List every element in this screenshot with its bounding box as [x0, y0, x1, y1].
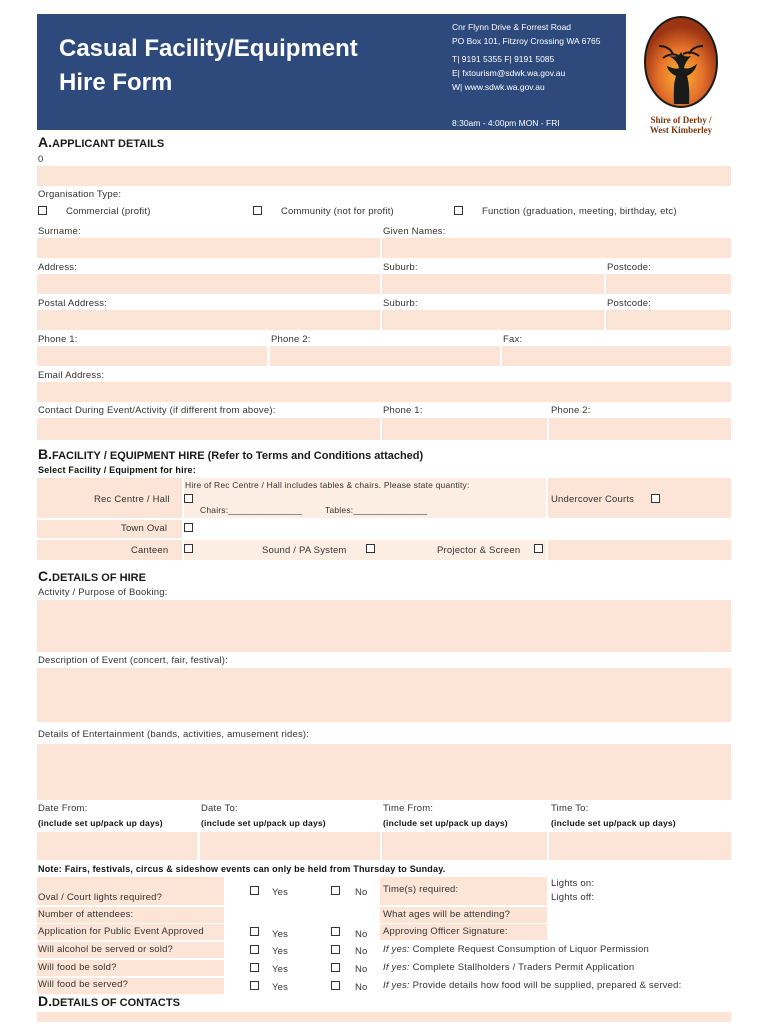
food-sold-if-yes: If yes: Complete Stallholders / Traders Permit Application	[383, 962, 635, 973]
description-label: Description of Event (concert, fair, festival):	[38, 655, 228, 666]
commercial-checkbox[interactable]	[38, 206, 47, 215]
town-oval-label: Town Oval	[121, 523, 168, 534]
undercover-label: Undercover Courts	[551, 494, 635, 505]
rec-centre-label: Rec Centre / Hall	[94, 494, 170, 505]
address-field[interactable]	[37, 274, 380, 294]
phone1-field[interactable]	[37, 346, 267, 366]
surname-label: Surname:	[38, 226, 81, 237]
org-type-label: Organisation Type:	[38, 189, 122, 200]
public-event-no-checkbox[interactable]	[331, 927, 340, 936]
oval-lights-no-label: No	[355, 887, 368, 898]
oval-lights-label: Oval / Court lights required?	[38, 892, 163, 903]
fax-label: Fax:	[503, 334, 523, 345]
canteen-label: Canteen	[131, 545, 169, 556]
address-label: Address:	[38, 262, 78, 273]
time-to-note: (include set up/pack up days)	[551, 818, 676, 828]
attendees-label: Number of attendees:	[38, 909, 134, 920]
contact-during-field[interactable]	[37, 418, 380, 440]
activity-field[interactable]	[37, 600, 731, 652]
given-names-label: Given Names:	[383, 226, 446, 237]
contacts-field[interactable]	[37, 1012, 731, 1022]
food-served-no-label: No	[355, 982, 368, 993]
date-from-label: Date From:	[38, 803, 88, 814]
entertainment-field[interactable]	[37, 744, 731, 800]
web-line: W| www.sdwk.wa.gov.au	[452, 82, 545, 92]
town-oval-checkbox[interactable]	[184, 523, 193, 532]
hire-days-note: Note: Fairs, festivals, circus & sideshow events can only be held from Thursday to Sunday.	[38, 864, 446, 874]
address-line2: PO Box 101, Fitzroy Crossing WA 6765	[452, 36, 601, 46]
suburb-label: Suburb:	[383, 262, 418, 273]
community-label: Community (not for profit)	[281, 206, 394, 217]
postal-postcode-field[interactable]	[606, 310, 731, 330]
projector-label: Projector & Screen	[437, 545, 521, 556]
select-facility-label: Select Facility / Equipment for hire:	[38, 465, 196, 475]
logo-text	[643, 115, 719, 135]
boab-tree-icon	[643, 16, 719, 108]
food-sold-no-checkbox[interactable]	[331, 963, 340, 972]
oval-lights-yes-checkbox[interactable]	[250, 886, 259, 895]
community-checkbox[interactable]	[253, 206, 262, 215]
address-line1: Cnr Flynn Drive & Forrest Road	[452, 22, 572, 32]
entertainment-label: Details of Entertainment (bands, activities, amusement rides):	[38, 729, 310, 740]
public-event-yes-label: Yes	[272, 929, 289, 940]
surname-field[interactable]	[37, 238, 380, 258]
sound-checkbox[interactable]	[366, 544, 375, 553]
postal-postcode-label: Postcode:	[607, 298, 652, 309]
date-from-field[interactable]	[37, 832, 197, 860]
time-from-label: Time From:	[383, 803, 434, 814]
public-event-no-label: No	[355, 929, 368, 940]
time-from-note: (include set up/pack up days)	[383, 818, 508, 828]
shire-logo	[643, 16, 719, 135]
email-field[interactable]	[37, 382, 731, 402]
suburb-field[interactable]	[382, 274, 604, 294]
hire-note: Hire of Rec Centre / Hall includes tables & chairs. Please state quantity:	[185, 480, 470, 490]
contact-phone2-label: Phone 2:	[551, 405, 591, 416]
logo-text-line1: Shire of Derby /	[650, 115, 712, 125]
function-checkbox[interactable]	[454, 206, 463, 215]
phone1-label: Phone 1:	[38, 334, 78, 345]
postal-address-label: Postal Address:	[38, 298, 108, 309]
contact-phone1-label: Phone 1:	[383, 405, 423, 416]
projector-checkbox[interactable]	[534, 544, 543, 553]
food-sold-no-label: No	[355, 964, 368, 975]
public-event-yes-checkbox[interactable]	[250, 927, 259, 936]
oval-lights-yes-label: Yes	[272, 887, 289, 898]
fax-field[interactable]	[502, 346, 731, 366]
section-b-heading: B.FACILITY / EQUIPMENT HIRE (Refer to Terms and Conditions attached)	[38, 446, 424, 462]
time-to-label: Time To:	[551, 803, 589, 814]
contact-block	[452, 20, 601, 130]
section-c-heading: C.DETAILS OF HIRE	[38, 568, 146, 584]
food-sold-label: Will food be sold?	[38, 962, 117, 973]
food-served-yes-label: Yes	[272, 982, 289, 993]
canteen-checkbox[interactable]	[184, 544, 193, 553]
given-names-field[interactable]	[382, 238, 731, 258]
oval-lights-no-checkbox[interactable]	[331, 886, 340, 895]
postcode-field[interactable]	[606, 274, 731, 294]
alcohol-no-label: No	[355, 946, 368, 957]
public-event-label: Application for Public Event Approved	[38, 926, 204, 937]
tables-input[interactable]: Tables:_______________	[325, 505, 428, 515]
ages-label: What ages will be attending?	[383, 909, 511, 920]
email-label: Email Address:	[38, 370, 105, 381]
date-to-note: (include set up/pack up days)	[201, 818, 326, 828]
lights-on-label: Lights on:	[551, 878, 595, 889]
food-sold-yes-checkbox[interactable]	[250, 963, 259, 972]
postcode-label: Postcode:	[607, 262, 652, 273]
section-d-heading: D.DETAILS OF CONTACTS	[38, 993, 180, 1009]
postal-suburb-label: Suburb:	[383, 298, 418, 309]
applicant-name-field[interactable]	[37, 166, 731, 186]
email-line: E| fxtourism@sdwk.wa.gov.au	[452, 68, 566, 78]
food-served-no-checkbox[interactable]	[331, 981, 340, 990]
officer-sig-label: Approving Officer Signature:	[383, 926, 508, 937]
alcohol-label: Will alcohol be served or sold?	[38, 944, 174, 955]
alcohol-yes-checkbox[interactable]	[250, 945, 259, 954]
office-hours: 8:30am - 4:00pm MON - FRI	[452, 118, 560, 128]
contact-phone1-field[interactable]	[382, 418, 547, 440]
blank-cell	[548, 540, 731, 560]
lights-off-label: Lights off:	[551, 892, 595, 903]
contact-phone2-field[interactable]	[549, 418, 731, 440]
section-a-heading: A.APPLICANT DETAILS	[38, 134, 165, 150]
alcohol-if-yes: If yes: Complete Request Consumption of Liquor Permission	[383, 944, 649, 955]
phone2-field[interactable]	[270, 346, 500, 366]
food-served-label: Will food be served?	[38, 979, 129, 990]
postal-suburb-field[interactable]	[382, 310, 604, 330]
postal-address-field[interactable]	[37, 310, 380, 330]
undercover-checkbox[interactable]	[651, 494, 660, 503]
commercial-label: Commercial (profit)	[66, 206, 151, 217]
sound-label: Sound / PA System	[262, 545, 347, 556]
time-to-field[interactable]	[549, 832, 731, 860]
activity-label: Activity / Purpose of Booking:	[38, 587, 168, 598]
food-served-if-yes: If yes: Provide details how food will be supplied, prepared & served:	[383, 980, 682, 991]
date-to-label: Date To:	[201, 803, 238, 814]
form-title	[59, 32, 358, 100]
zero-value: 0	[38, 154, 44, 165]
function-label: Function (graduation, meeting, birthday, etc)	[482, 206, 677, 217]
date-to-field[interactable]	[200, 832, 380, 860]
phone2-label: Phone 2:	[271, 334, 311, 345]
date-from-note: (include set up/pack up days)	[38, 818, 163, 828]
header-banner	[37, 14, 626, 130]
time-from-field[interactable]	[382, 832, 547, 860]
logo-text-line2: West Kimberley	[649, 125, 713, 135]
food-served-yes-checkbox[interactable]	[250, 981, 259, 990]
times-required-label: Time(s) required:	[383, 884, 459, 895]
form-title-line2: Hire Form	[59, 69, 173, 96]
alcohol-yes-label: Yes	[272, 946, 289, 957]
alcohol-no-checkbox[interactable]	[331, 945, 340, 954]
contact-during-label: Contact During Event/Activity (if different from above):	[38, 405, 276, 416]
chairs-input[interactable]: Chairs:_______________	[200, 505, 303, 515]
form-title-line1: Casual Facility/Equipment	[59, 35, 358, 62]
rec-centre-checkbox[interactable]	[184, 494, 193, 503]
description-field[interactable]	[37, 668, 731, 722]
food-sold-yes-label: Yes	[272, 964, 289, 975]
phone-fax: T| 9191 5355 F| 9191 5085	[452, 54, 555, 64]
